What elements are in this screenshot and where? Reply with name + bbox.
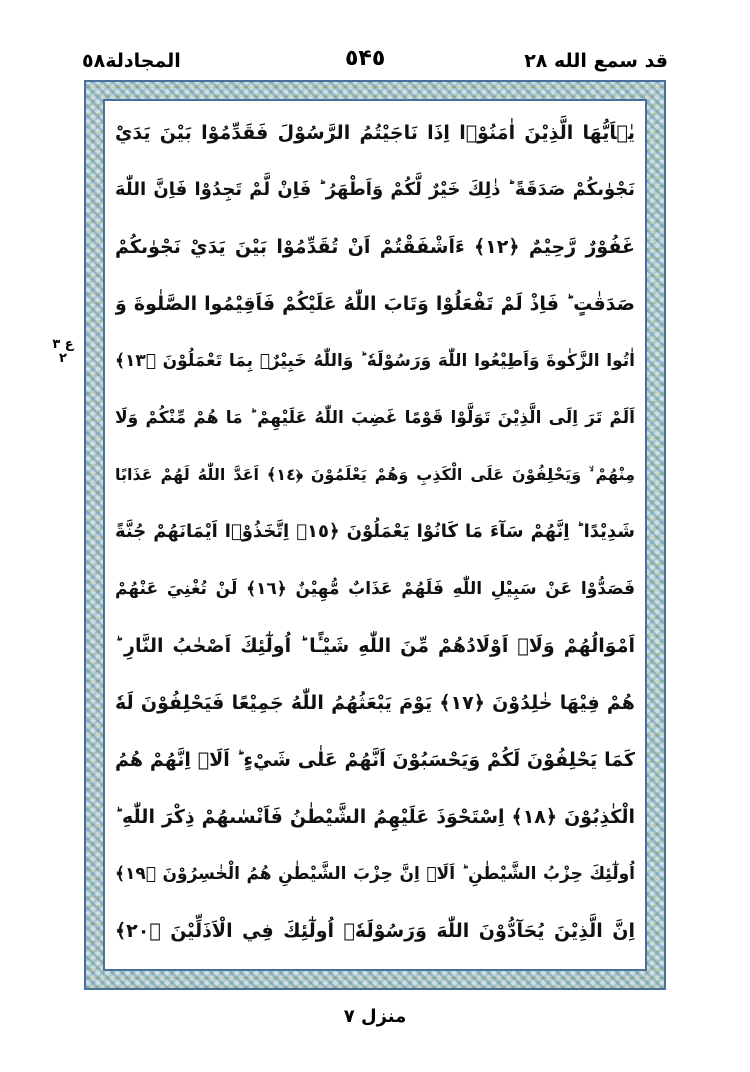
verse-line: اَلَمْ تَرَ اِلَى الَّذِيْنَ تَوَلَّوْا قَوْمًا غَضِبَ اللّٰهُ عَلَيْهِمْ ؕ مَا هُمْ مِّنْكُمْ وَلَا bbox=[115, 408, 635, 428]
page-number: ٥۴٥ bbox=[345, 46, 386, 71]
verse-line: فَصَدُّوْا عَنْ سَبِيْلِ اللّٰهِ فَلَهُمْ عَذَابٌ مُّهِيْنٌ ﴿١٦﴾ لَنْ تُغْنِيَ عَنْهُمْ bbox=[115, 579, 635, 599]
verse-lines bbox=[115, 107, 635, 963]
verse-line: الْكٰذِبُوْنَ ﴿١٨﴾ اِسْتَحْوَذَ عَلَيْهِمُ الشَّيْطٰنُ فَاَنْسٰىهُمْ ذِكْرَ اللّٰهِ ؕ bbox=[115, 806, 635, 828]
verse-line: مِنْهُمْ ۙ وَيَحْلِفُوْنَ عَلَى الْكَذِبِ وَهُمْ يَعْلَمُوْنَ ﴿١٤﴾ اَعَدَّ اللّٰهُ لَهُمْ عَذَابًا bbox=[115, 465, 635, 484]
verse-line: نَجْوٰىكُمْ صَدَقَةً ؕ ذٰلِكَ خَيْرٌ لَّكُمْ وَاَطْهَرُ ؕ فَاِنْ لَّمْ تَجِدُوْا فَاِنَّ اللّٰهَ bbox=[115, 179, 635, 200]
ornamental-border bbox=[84, 80, 666, 990]
page-header bbox=[0, 0, 750, 80]
verse-line: اٰتُوا الزَّكٰوةَ وَاَطِيْعُوا اللّٰهَ وَرَسُوْلَهٗ ؕ وَاللّٰهُ خَبِيْرٌۢ بِمَا تَعْمَلُوْنَ ﴿١٣﴾ bbox=[115, 351, 635, 371]
verse-line: اِنَّ الَّذِيْنَ يُحَآدُّوْنَ اللّٰهَ وَرَسُوْلَهٗۤ اُولٰٓئِكَ فِي الْاَذَلِّيْنَ ﴿٢٠﴾ bbox=[115, 920, 635, 942]
manzil-footer: منزل ٧ bbox=[343, 1006, 407, 1027]
verse-line: يٰۤاَيُّهَا الَّذِيْنَ اٰمَنُوْۤا اِذَا نَاجَيْتُمُ الرَّسُوْلَ فَقَدِّمُوْا بَيْنَ يَدَيْ bbox=[115, 122, 635, 144]
juz-name: قد سمع الله ٢٨ bbox=[524, 50, 668, 72]
text-panel bbox=[103, 99, 647, 971]
ruku-marker: ع ٣ ٢ bbox=[52, 337, 74, 366]
verse-line: صَدَقٰتٍ ؕ فَاِذْ لَمْ تَفْعَلُوْا وَتَابَ اللّٰهُ عَلَيْكُمْ فَاَقِيْمُوا الصَّلٰوةَ وَ bbox=[115, 293, 635, 315]
verse-line: غَفُوْرٌ رَّحِيْمٌ ﴿١٢﴾ ءَاَشْفَقْتُمْ اَنْ تُقَدِّمُوْا بَيْنَ يَدَيْ نَجْوٰىكُمْ bbox=[115, 236, 635, 258]
verse-line: اَمْوَالُهُمْ وَلَاۤ اَوْلَادُهُمْ مِّنَ اللّٰهِ شَيْـًٔا ؕ اُولٰٓئِكَ اَصْحٰبُ النَّارِ ؕ bbox=[115, 635, 635, 657]
verse-line: اُولٰٓئِكَ حِزْبُ الشَّيْطٰنِ ؕ اَلَاۤ اِنَّ حِزْبَ الشَّيْطٰنِ هُمُ الْخٰسِرُوْنَ ﴿١٩﴾ bbox=[115, 864, 635, 884]
surah-name: المجادلة٥٨ bbox=[82, 50, 181, 72]
verse-line: كَمَا يَحْلِفُوْنَ لَكُمْ وَيَحْسَبُوْنَ اَنَّهُمْ عَلٰى شَيْءٍ ؕ اَلَاۤ اِنَّهُمْ هُمُ bbox=[115, 749, 635, 771]
verse-line: شَدِيْدًا ؕ اِنَّهُمْ سَآءَ مَا كَانُوْا يَعْمَلُوْنَ ﴿١٥﴾ اِتَّخَذُوْۤا اَيْمَانَهُمْ جُنَّةً bbox=[115, 521, 635, 542]
verse-line: هُمْ فِيْهَا خٰلِدُوْنَ ﴿١٧﴾ يَوْمَ يَبْعَثُهُمُ اللّٰهُ جَمِيْعًا فَيَحْلِفُوْنَ لَهٗ bbox=[115, 692, 635, 714]
